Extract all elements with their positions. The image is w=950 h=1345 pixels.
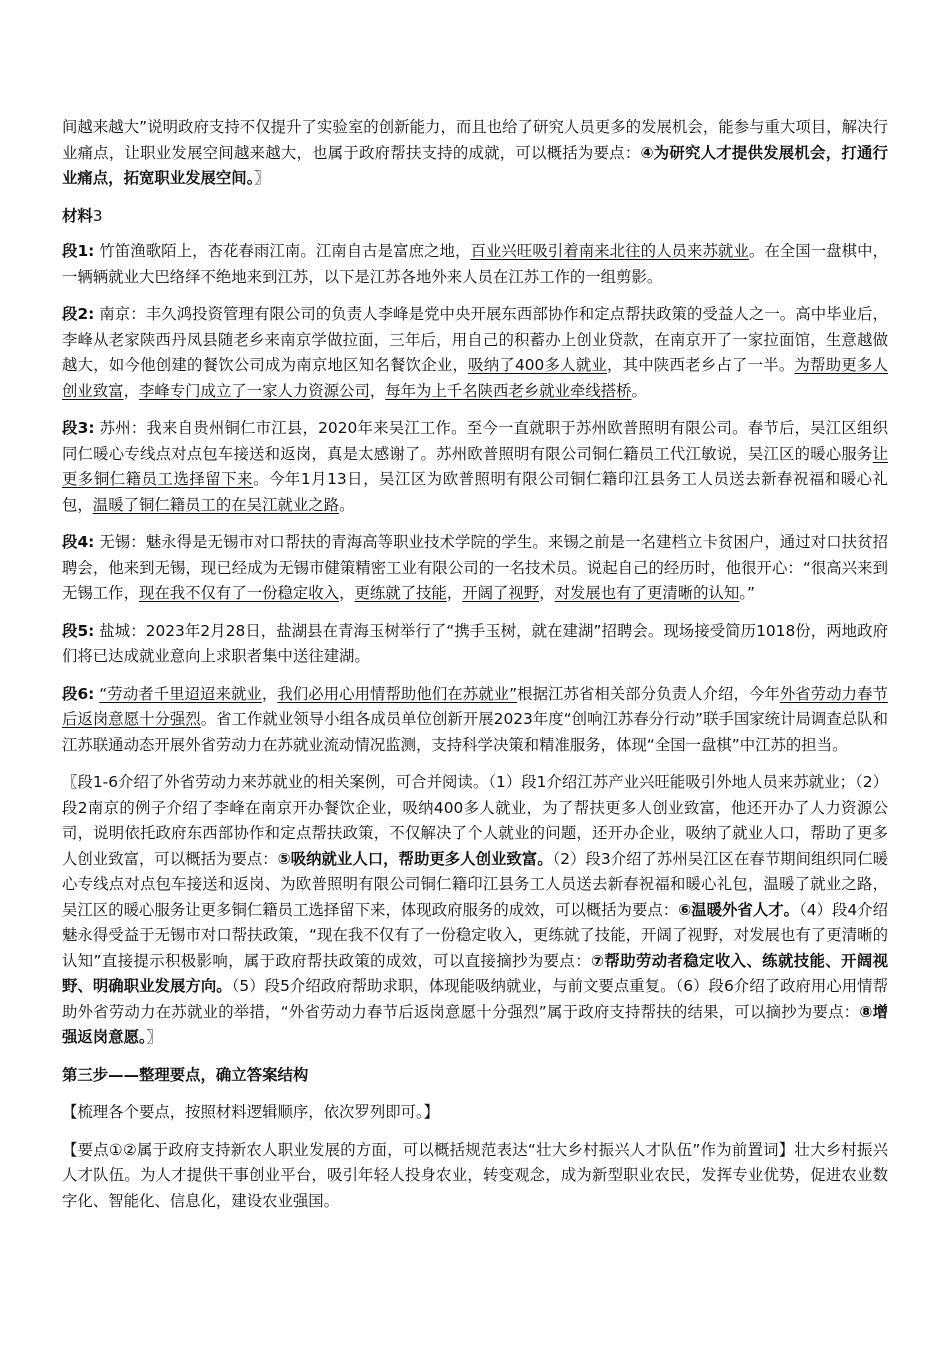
- paragraph-2: [62, 302, 888, 404]
- point-5: ⑤吸纳就业人口，帮助更多人创业致富。: [277, 849, 553, 868]
- paragraph-label: 段1:: [62, 242, 95, 260]
- text: ，: [339, 584, 355, 602]
- underlined-text: 我们必用心用情帮助他们在苏就业”: [277, 684, 518, 703]
- step-3-heading: 第三步——整理要点，确立答案结构: [62, 1065, 309, 1084]
- paragraph-label: 段2:: [62, 305, 95, 323]
- underlined-text: 对发展也有了更清晰的认知: [554, 584, 740, 602]
- underlined-text: 更练就了技能: [354, 584, 447, 602]
- text: ，: [369, 381, 386, 400]
- material-number: 3: [92, 206, 103, 225]
- answer-paragraph: 【要点①②属于政府支持新农人职业发展的方面，可以概括规范表达“壮大乡村振兴人才队伍”作为前置词】壮大乡村振兴人才队伍。为人才提供干事创业平台，吸引年轻人投身农业，转变观念，成为新型职业农民，发挥专业优势，促进农业数字化、智能化、信息化，建设农业强国。: [62, 1140, 888, 1210]
- text: 竹笛渔歌陌上，杏花春雨江南。江南自古是富庶之地，: [94, 242, 471, 260]
- paragraph-label: 段6:: [62, 684, 95, 703]
- text: 。: [339, 495, 355, 514]
- text: 无锡：魅永得是无锡市对口帮扶的青海高等职业技术学院的学生。来锡之前是一名建档立卡贫困户，通过对口扶贫招聘会，他来到无锡，现已经成为无锡市健策精密工业有限公司的一名技术员。说起自己的经历时，他很开心：“很高兴来到无锡工作，: [62, 533, 888, 602]
- paragraph-4: [62, 530, 888, 607]
- underlined-text: 百业兴旺吸引着南来北往的人员来苏就业: [470, 242, 749, 260]
- text: 〗: [146, 1028, 163, 1046]
- underlined-text: 李峰专门成立了一家人力资源公司: [138, 381, 370, 400]
- point-6: ⑥温暖外省人才。: [678, 900, 800, 919]
- underlined-text: 现在我不仅有了一份稳定收入: [138, 584, 340, 602]
- underlined-text: 让更多铜仁籍员工选择留下来: [62, 444, 888, 488]
- text: （2）段3介绍了苏州吴江区在春节期间组织同仁暖心专线点对点包车接送和返岗、为欧普照明有限公司铜仁籍印江县务工人员送去新春祝福和暖心礼包，温暖了就业之路，吴江区的暖心服务让更多铜仁籍员工选择留下来，体现政府服务的成效，可以概括为要点：: [62, 849, 888, 919]
- paragraph-3: [62, 416, 888, 518]
- text: 〖段1-6介绍了外省劳动力来苏就业的相关案例，可合并阅读。（1）段1介绍江苏产业兴旺能吸引外地人员来苏就业；（2）段2南京的例子介绍了李峰在南京开办餐饮企业，吸纳400多人就业，为了帮扶更多人创业致富，他还开办了人力资源公司，说明依托政府东西部协作和定点帮扶政策，不仅解决了个人就业的问题，还开办企业，吸纳了就业人口，帮助了更多人创业致富，可以概括为要点：: [62, 773, 888, 868]
- material-label: 材料: [62, 206, 93, 225]
- material-3-heading: [62, 204, 888, 230]
- paragraph-1: [62, 239, 888, 290]
- point-7: ⑦帮助劳动者稳定收入、练就技能、开阔视野、明确职业发展方向。: [62, 951, 888, 995]
- point-8: ⑧增强返岗意愿。: [62, 1002, 889, 1046]
- underlined-text: 温暖了铜仁籍员工的在吴江就业之路: [92, 495, 340, 514]
- text: ，: [446, 584, 463, 602]
- underlined-text: 吸纳了400多人就业: [468, 356, 608, 374]
- text: ，: [123, 381, 139, 400]
- text: 。在全国一盘棋中，一辆辆就业大巴络绎不绝地来到江苏，以下是江苏各地外来人员在江苏工作的一组剪影。: [62, 242, 888, 286]
- text: 盐城：2023年2月28日，盐湖县在青海玉树举行了“携手玉树，就在建湖”招聘会。现场接受简历1018份，两地政府们将已达成就业意向上求职者集中送往建湖。: [62, 621, 888, 665]
- text: 。”: [739, 584, 755, 602]
- intro-text: 间越来越大”说明政府支持不仅提升了实验室的创新能力，而且也给了研究人员更多的发展机会，能参与重大项目，解决行业痛点，让职业发展空间越来越大，也属于政府帮扶支持的成就，可以概括为要点：: [62, 118, 888, 162]
- underlined-text: 为帮助更多人创业致富: [62, 356, 888, 400]
- instruction-paragraph: 【梳理各个要点，按照材料逻辑顺序，依次罗列即可。】: [62, 1103, 440, 1121]
- text: 南京：丰久鸿投资管理有限公司的负责人李峰是党中央开展东西部协作和定点帮扶政策的受益人之一。高中毕业后，李峰从老家陕西丹凤县随老乡来南京学做拉面，三年后，用自己的积蓄办上创业贷款，在南京开了一家拉面馆，生意越做越大，如今他创建的餐饮公司成为南京地区知名餐饮企业，: [62, 305, 888, 374]
- underlined-text: 开阔了视野: [462, 584, 540, 602]
- text: 苏州：我来自贵州铜仁市江县，2020年来吴江工作。至今一直就职于苏州欧普照明有限公司。春节后，吴江区组织同仁暖心专线点对点包车接送和返岗，真是太感谢了。苏州欧普照明有限公司铜仁籍员工代江敏说，吴江区的暖心服务: [62, 419, 888, 463]
- underlined-text: 外省劳动力春节后返岗意愿十分强烈: [62, 684, 888, 728]
- text: 根据江苏省相关部分负责人介绍，今年: [517, 684, 780, 703]
- text: ，: [261, 684, 278, 703]
- text: ，: [539, 584, 555, 602]
- text: 。今年1月13日，吴江区为欧普照明有限公司铜仁籍印江县务工人员送去新春祝福和暖心礼包，: [62, 470, 888, 514]
- document-page: [62, 115, 888, 1226]
- text: 。省工作就业领导小组各成员单位创新开展2023年度“创响江苏春分行动”联手国家统计局调查总队和江苏联通动态开展外省劳动力在苏就业流动情况监测，支持科学决策和精准服务，体现“全国一盘棋”中江苏的担当。: [62, 710, 888, 754]
- text: 。: [631, 381, 647, 400]
- intro-close-bracket: 〗: [254, 169, 270, 187]
- text: ，其中陕西老乡占了一半。: [607, 356, 795, 374]
- text: （4）段4介绍魅永得受益于无锡市对口帮扶政策，“现在我不仅有了一份稳定收入，更练就了技能，开阔了视野，对发展也有了更清晰的认知”直接提示积极影响，属于政府帮扶政策的成效，可以直接摘抄为要点：: [62, 900, 888, 970]
- analysis-paragraph: [62, 770, 888, 1051]
- paragraph-6: [62, 682, 888, 759]
- point-4: ④为研究人才提供发展机会，打通行业痛点，拓宽职业发展空间。: [62, 143, 888, 187]
- text: （5）段5介绍政府帮助求职，体现能吸纳就业，与前文要点重复。（6）段6介绍了政府用心用情帮助外省劳动力在苏就业的举措，“外省劳动力春节后返岗意愿十分强烈”属于政府支持帮扶的结果，可以摘抄为要点：: [62, 977, 888, 1021]
- paragraph-label: 段5:: [62, 621, 95, 640]
- underlined-text: “劳动者千里迢迢来就业: [99, 684, 262, 703]
- paragraph-5: [62, 619, 888, 670]
- paragraph-label: 段3:: [62, 419, 95, 437]
- underlined-text: 每年为上千名陕西老乡就业牵线搭桥: [385, 381, 632, 400]
- intro-paragraph: [62, 115, 888, 192]
- paragraph-label: 段4:: [62, 533, 95, 551]
